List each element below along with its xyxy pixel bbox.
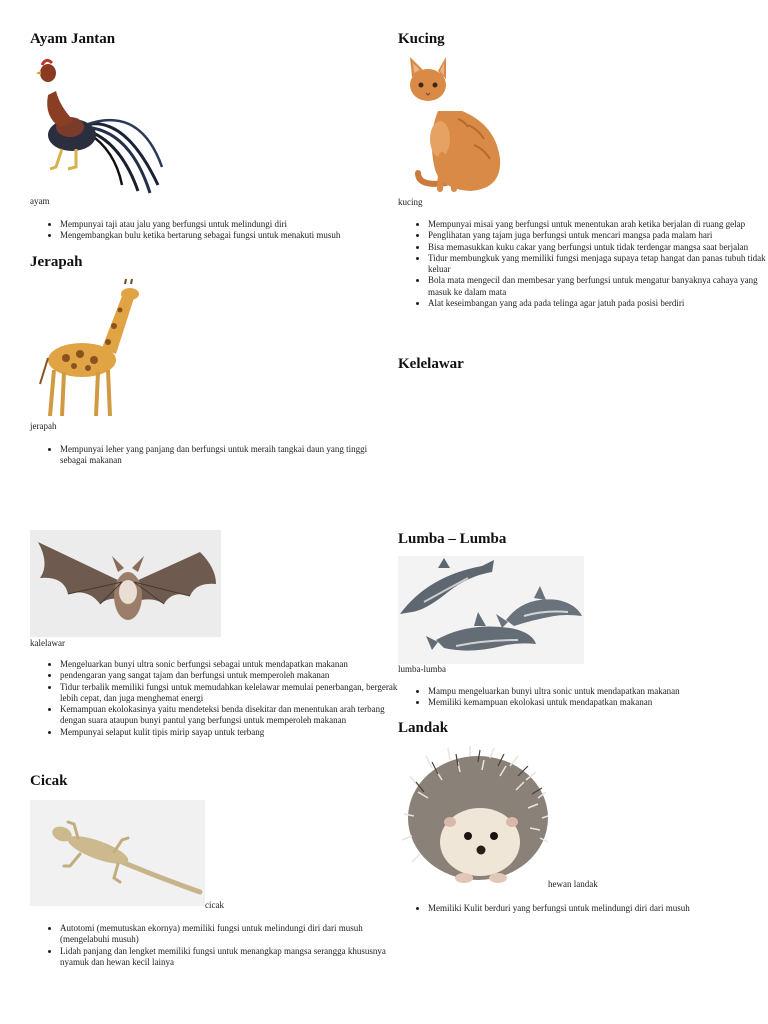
giraffe-image	[30, 278, 142, 420]
caption-ayam: ayam	[30, 196, 50, 206]
cat-image	[398, 55, 510, 195]
gecko-image	[30, 800, 205, 906]
fact-item: • Autotomi (memutuskan ekornya) memiliki fungsi untuk melindungi diri dari musuh (mengelabuhi musuh)	[60, 923, 405, 946]
fact-item: • Penglihatan yang tajam juga berfungsi untuk mencari mangsa pada malam hari	[428, 230, 768, 241]
fact-item: • Mempunyai taji atau jalu yang berfungsi untuk melindungi diri	[60, 219, 405, 230]
hedgehog-image	[398, 746, 548, 888]
caption-landak: hewan landak	[548, 879, 598, 889]
fact-item: • pendengaran yang sangat tajam dan berfungsi untuk memperoleh makanan	[60, 670, 405, 681]
section-title-lumba: Lumba – Lumba	[398, 531, 507, 547]
facts-lumba	[398, 686, 768, 709]
facts-kelelawar	[30, 659, 405, 738]
facts-kucing	[398, 219, 768, 309]
fact-item: • Memiliki Kulit berduri yang berfungsi untuk melindungi diri dari musuh	[428, 903, 768, 914]
section-title-kucing: Kucing	[398, 31, 445, 47]
fact-item: • Tidur membungkuk yang memiliki fungsi menjaga supaya tetap hangat dan panas tubuh tidak keluar	[428, 253, 768, 276]
caption-kelelawar: kalelawar	[30, 638, 65, 648]
fact-item: • Mengembangkan bulu ketika bertarung sebagai fungsi untuk menakuti musuh	[60, 230, 405, 241]
dolphins-image	[398, 556, 584, 664]
section-title-kelelawar: Kelelawar	[398, 356, 464, 372]
facts-jerapah	[30, 444, 395, 467]
caption-jerapah: jerapah	[30, 421, 57, 431]
section-title-ayam: Ayam Jantan	[30, 31, 116, 47]
section-title-cicak: Cicak	[30, 773, 68, 789]
section-title-landak: Landak	[398, 720, 449, 736]
rooster-image	[30, 55, 165, 195]
facts-cicak	[30, 923, 405, 968]
fact-item: • Bola mata mengecil dan membesar yang berfungsi untuk mengatur banyaknya cahaya yang masuk ke dalam mata	[428, 275, 768, 298]
section-title-jerapah: Jerapah	[30, 254, 83, 270]
fact-item: • Alat keseimbangan yang ada pada telinga agar jatuh pada posisi berdiri	[428, 298, 768, 309]
fact-item: • Kemampuan ekolokasinya yaitu mendeteksi benda disekitar dan menentukan arah terbang dengan suara ataupun bunyi pantul yang berfungsi untuk memperoleh makanan	[60, 704, 405, 727]
caption-kucing: kucing	[398, 197, 423, 207]
fact-item: • Mempunyai misai yang berfungsi untuk menentukan arah ketika berjalan di ruang gelap	[428, 219, 768, 230]
fact-item: • Bisa memasukkan kuku cakar yang berfungsi untuk tidak terdengar mangsa saat berjalan	[428, 242, 768, 253]
fact-item: • Memiliki kemampuan ekolokasi untuk mendapatkan makanan	[428, 697, 768, 708]
fact-item: • Lidah panjang dan lengket memiliki fungsi untuk menangkap mangsa serangga khususnya nyamuk dan hewan kecil lainya	[60, 946, 405, 969]
facts-ayam	[30, 219, 405, 242]
fact-item: • Mempunyai leher yang panjang dan berfungsi untuk meraih tangkai daun yang tinggi sebagai makanan	[60, 444, 395, 467]
caption-lumba: lumba-lumba	[398, 664, 446, 674]
fact-item: • Mengeluarkan bunyi ultra sonic berfungsi sebagai untuk mendapatkan makanan	[60, 659, 405, 670]
fact-item: • Mempunyai selaput kulit tipis mirip sayap untuk terbang	[60, 727, 405, 738]
fact-item: • Mampu mengeluarkan bunyi ultra sonic untuk mendapatkan makanan	[428, 686, 768, 697]
bat-image	[30, 530, 221, 637]
facts-landak	[398, 903, 768, 914]
caption-cicak: cicak	[205, 900, 224, 910]
fact-item: • Tidur terbalik memiliki fungsi untuk memudahkan kelelawar memulai penerbangan, bergerak lebih cepat, dan juga menghemat energi	[60, 682, 405, 705]
